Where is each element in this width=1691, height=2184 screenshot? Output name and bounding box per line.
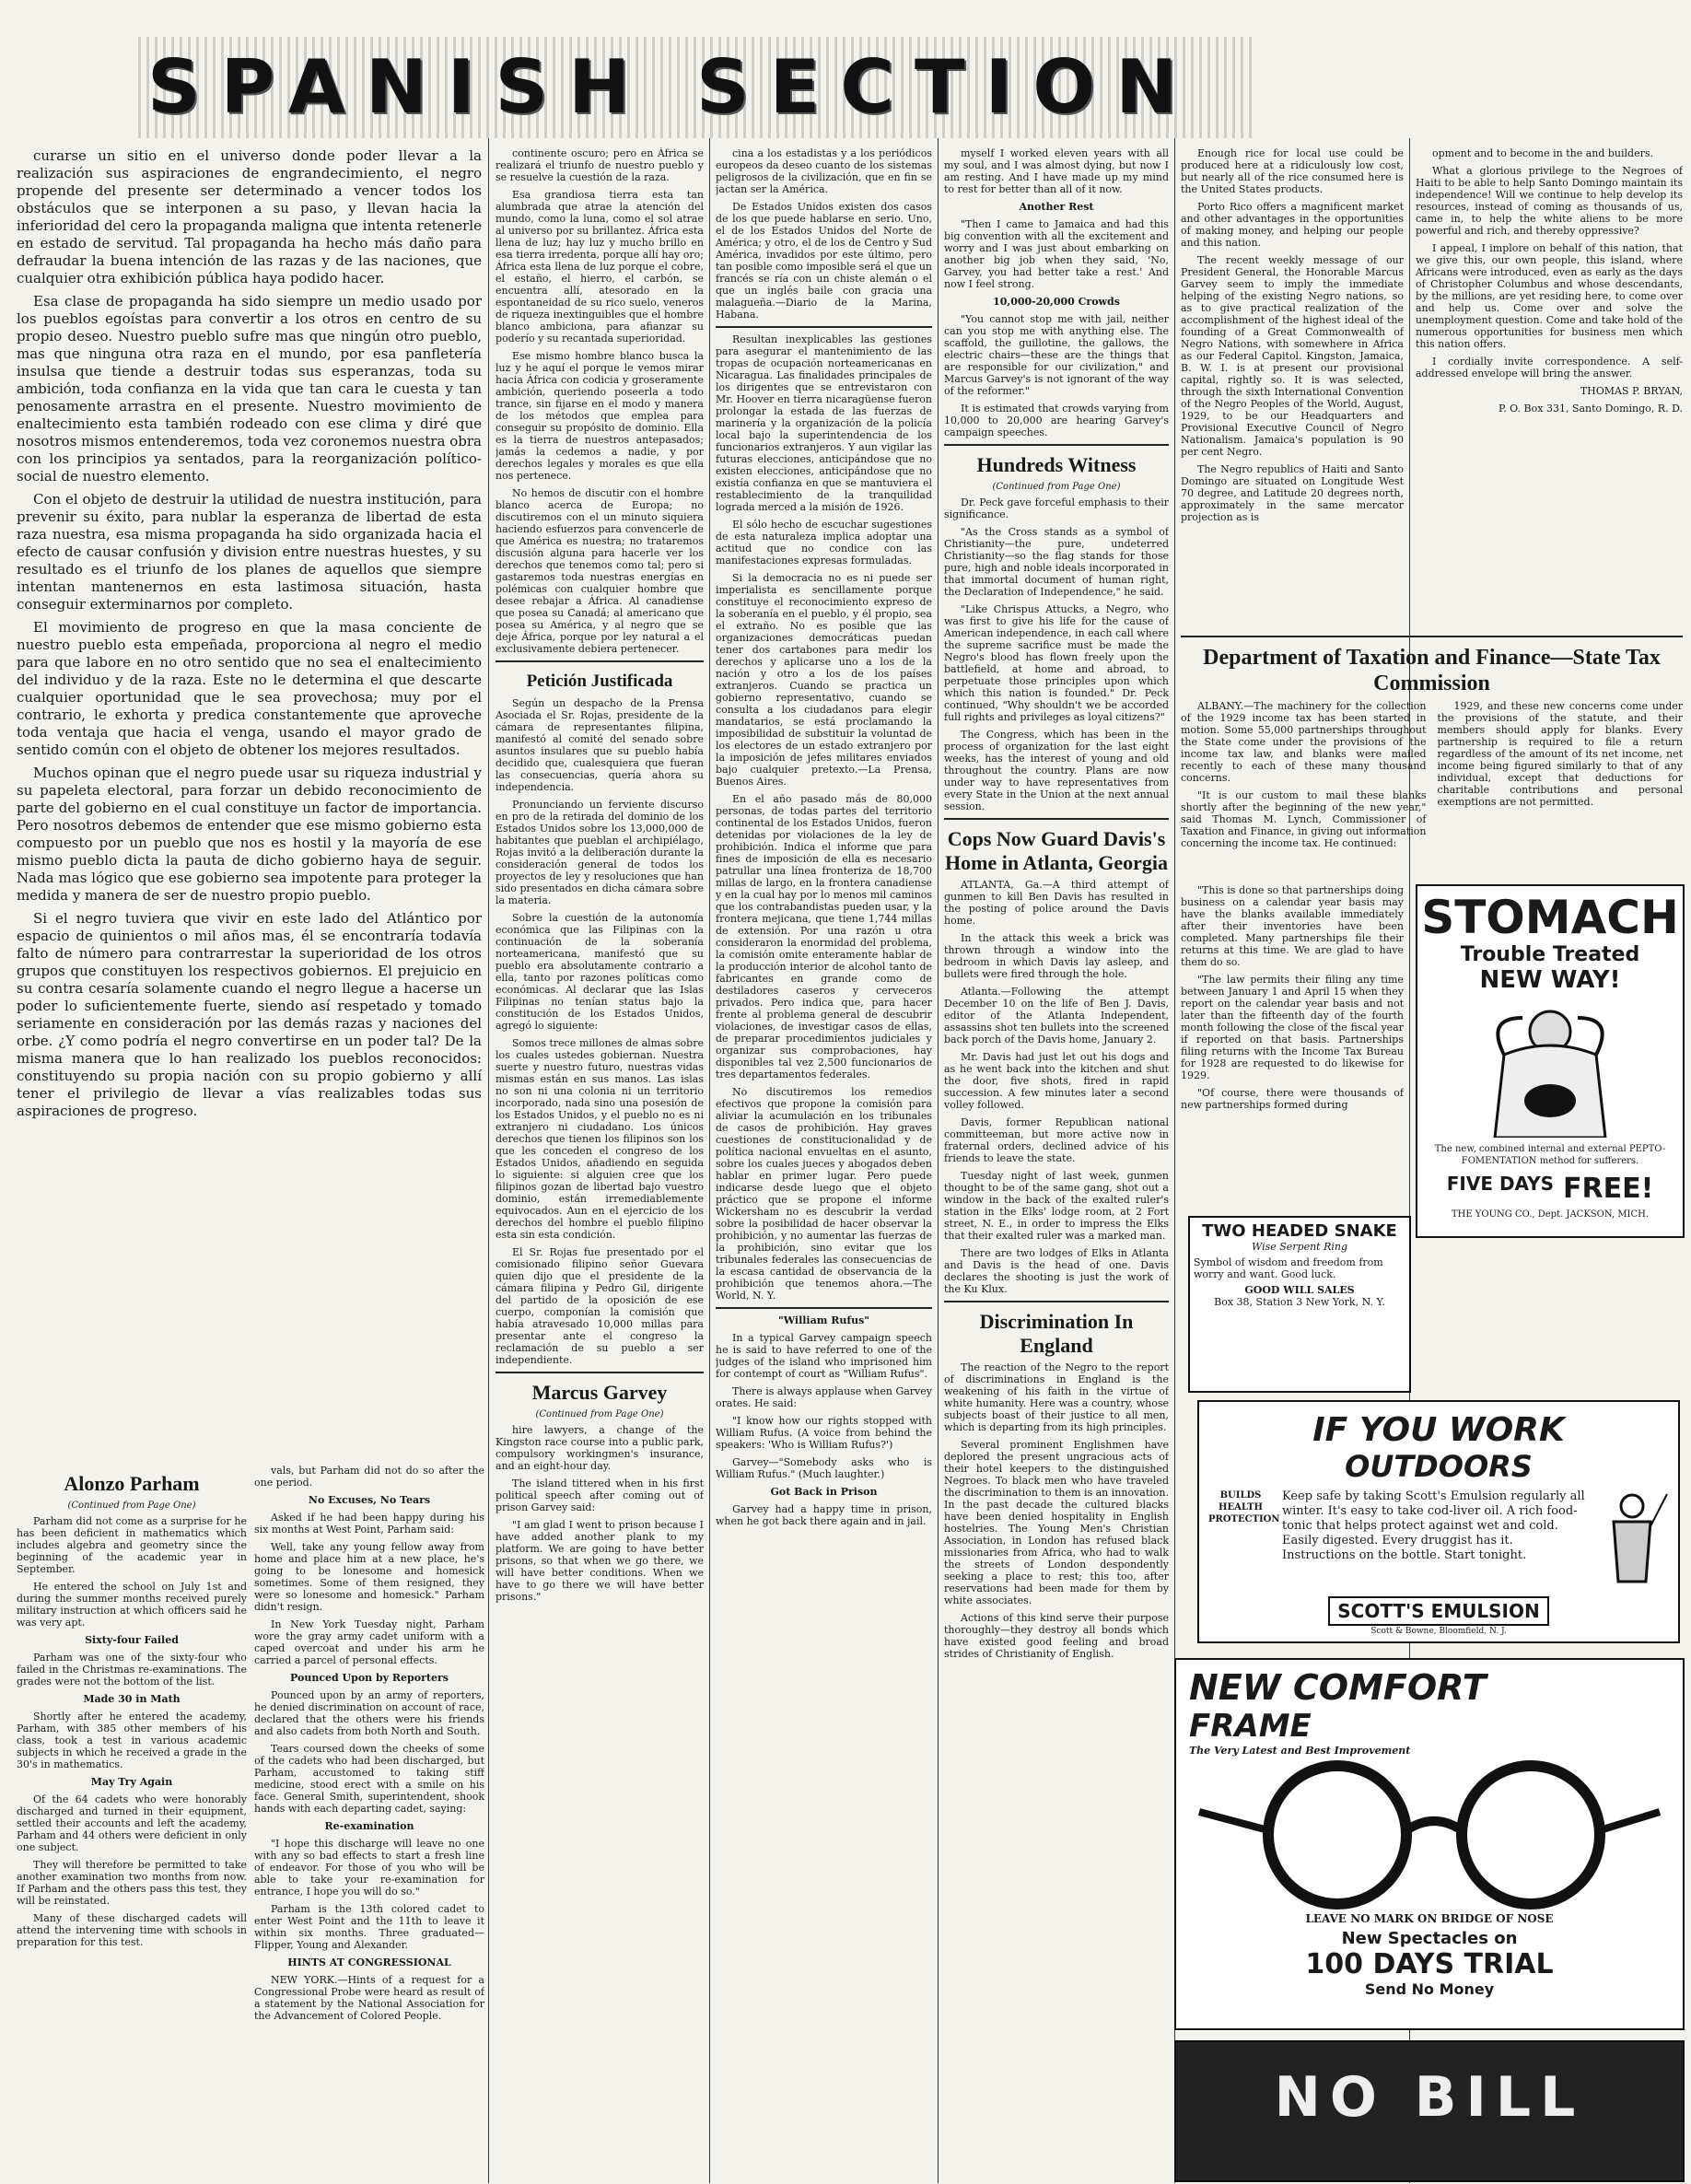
article-paragraph: hire lawyers, a change of the Kingston race course into a public park, compulsory workingmen's insurance, and an eight-hour day. bbox=[496, 1424, 704, 1472]
fisherman-icon bbox=[1595, 1489, 1669, 1591]
section-rule bbox=[944, 444, 1169, 446]
article-headline: Department of Taxation and Finance—State Tax Commission bbox=[1203, 646, 1661, 695]
article-headline: Alonzo Parham bbox=[64, 1472, 200, 1495]
subhead: Another Rest bbox=[1019, 201, 1094, 213]
ad-title: NEW COMFORT bbox=[1189, 1667, 1487, 1708]
ad-company: GOOD WILL SALES bbox=[1244, 1284, 1355, 1296]
ad-title: TWO HEADED SNAKE bbox=[1202, 1221, 1397, 1241]
ad-subtitle: The Very Latest and Best Improvement bbox=[1189, 1745, 1411, 1757]
article-paragraph: El sólo hecho de escuchar sugestiones de esta naturaleza implica adoptar una actitud que no condice con las manifestaciones expresas formuladas. bbox=[716, 519, 932, 566]
article-paragraph: "I hope this discharge will leave no one with any so bad effects to start a fresh line of endeavor. For those of you who will be able to take your re-examination for entrance, I hope you will do so." bbox=[254, 1838, 484, 1898]
article-paragraph: Porto Rico offers a magnificent market and other advantages in the opportunities of making money, and helping our people and this nation. bbox=[1181, 201, 1404, 249]
article-paragraph: Enough rice for local use could be produced here at a ridiculously low cost, but nearly all of the rice consumed here is the United States products. bbox=[1181, 147, 1404, 195]
subhead: No Excuses, No Tears bbox=[308, 1494, 431, 1506]
article-paragraph: Asked if he had been happy during his six months at West Point, Parham said: bbox=[254, 1512, 484, 1536]
section-rule bbox=[944, 1301, 1169, 1302]
stomach-ad bbox=[1416, 884, 1685, 1238]
article-paragraph: It is estimated that crowds varying from 10,000 to 20,000 are hearing Garvey's campaign speeches. bbox=[944, 403, 1169, 438]
ad-title: OUTDOORS bbox=[1345, 1449, 1533, 1484]
subhead: 10,000-20,000 Crowds bbox=[993, 296, 1120, 308]
ad-title: FRAME bbox=[1189, 1708, 1312, 1745]
scotts-emulsion-ad bbox=[1197, 1400, 1680, 1643]
snake-ad bbox=[1188, 1216, 1411, 1393]
signature-name: THOMAS P. BRYAN, bbox=[1580, 385, 1683, 397]
article-paragraph: vals, but Parham did not do so after the one period. bbox=[254, 1465, 484, 1489]
article-paragraph: He entered the school on July 1st and during the summer months received purely military instruction at which officers said he was very apt. bbox=[17, 1581, 247, 1629]
article-paragraph: Pounced upon by an army of reporters, he denied discrimination on account of race, declared that the others were his friends and also cadets from both North and South. bbox=[254, 1689, 484, 1737]
section-rule bbox=[496, 1372, 704, 1373]
article-paragraph: Parham was one of the sixty-four who failed in the Christmas re-examinations. The grades were not the bottom of the list. bbox=[17, 1652, 247, 1688]
article-paragraph: "As the Cross stands as a symbol of Christianity—the pure, undeterred Christianity—so the flag stands for those pure, high and noble ideals incorporated in that immortal document of human right, the Declaration of Independence," he said. bbox=[944, 526, 1169, 598]
spanish-article bbox=[17, 147, 482, 1460]
section-rule bbox=[716, 1307, 932, 1309]
article-paragraph: De Estados Unidos existen dos casos de los que puede hablarse en serio. Uno, el de los Estados Unidos del Norte de América; y otro, el de los de Centro y Sud América, invadidos por este último, pero tan posible como imposible será el que un francés se ría con un chiste alemán o el que un inglés baile con gracia una malagueña.—Diario de la Marina, Habana. bbox=[716, 201, 932, 321]
article-paragraph: Parham is the 13th colored cadet to enter West Point and the 11th to leave it within six months. Three graduated—Flipper, Young and Alexander. bbox=[254, 1903, 484, 1951]
bottom-ad bbox=[1174, 2040, 1685, 2182]
ad-address: Box 38, Station 3 New York, N. Y. bbox=[1214, 1296, 1385, 1308]
article-paragraph: Atlanta.—Following the attempt December 10 on the life of Ben J. Davis, editor of the Atlanta Independent, assassins shot ten bullets into the screened back porch of the Davis home, January 2. bbox=[944, 986, 1169, 1045]
article-paragraph: Several prominent Englishmen have deplored the present ungracious acts of their hotel keepers to the distinguished Negroes. To black men who have traveled the discrimination to them is an innovation. In the past decade the cultured blacks have been denied hospitality in English hostelries. The Young Men's Christian Association, in London has refused black missionaries from Africa, who had to walk the streets of London despondently seeking a place to rest; this too, after reservations had been made for them by white associates. bbox=[944, 1439, 1169, 1606]
article-paragraph: "You cannot stop me with jail, neither can you stop me with anything else. The scaffold, the guillotine, the gallows, the electric chairs—these are the things that are responsible for our civilization," and Marcus Garvey's is not ignorant of the way of the reformer." bbox=[944, 313, 1169, 397]
article-headline: Cops Now Guard Davis's Home in Atlanta, Georgia bbox=[945, 827, 1168, 874]
article-paragraph: Tuesday night of last week, gunmen thought to be of the same gang, shot out a window in the back of the exalted ruler's station in the Elks' lodge room, at 2 Fort street, N. E., in order to impress the Elks that their exalted ruler was a marked man. bbox=[944, 1170, 1169, 1242]
continued-note: (Continued from Page One) bbox=[535, 1409, 664, 1419]
article-paragraph: opment and to become in the and builders. bbox=[1432, 147, 1654, 159]
parham-article-continued bbox=[254, 1465, 484, 2178]
article-paragraph: NEW YORK.—Hints of a request for a Congressional Probe were heard as result of a statement by the National Association for the Advancement of Colored People. bbox=[254, 1974, 484, 2022]
ad-subtitle: Trouble Treated bbox=[1460, 943, 1640, 966]
article-paragraph: In a typical Garvey campaign speech he is said to have referred to one of the judges of the island who imprisoned him for contempt of court as "William Rufus". bbox=[716, 1332, 932, 1380]
article-paragraph: Si la democracia no es ni puede ser imperialista es sencillamente porque constituye el reconocimiento expreso de la soberanía en el pueblo, y él propio, sea el extraño. No es posible que las organizaciones democráticas puedan tener dos cartabones para medir los derechos y aplicarse uno a los de la nación y otro a los de los países extranjeros. Cuando se practica un gobierno representativo, cuando se consulta a los ciudadanos para elegir mandatarios, se está proclamando la imposibilidad de substituir la voluntad de los electores de un estado extranjero por la imposición de jefes militares enviados bajo cualquier pretexto.—La Prensa, Buenos Aires. bbox=[716, 572, 932, 788]
article-headline: Discrimination In England bbox=[979, 1310, 1134, 1357]
subhead: Re-examination bbox=[324, 1820, 414, 1832]
article-paragraph: cina a los estadistas y a los periódicos europeos da deseo cuanto de los sistemas peligrosos de la civilización, que en fin se jactan ser la América. bbox=[716, 147, 932, 195]
ad-side-label: BUILDS HEALTH PROTECTION bbox=[1208, 1490, 1280, 1524]
subhead: May Try Again bbox=[90, 1776, 173, 1788]
article-paragraph: Davis, former Republican national committeeman, but more active now in fraternal orders, declined advice of his friends to leave the state. bbox=[944, 1116, 1169, 1164]
ad-subtitle: Wise Serpent Ring bbox=[1251, 1241, 1348, 1253]
masthead-title: SPANISH SECTION bbox=[138, 37, 1253, 138]
ad-body: The new, combined internal and external PEPTO-FOMENTATION method for sufferers. bbox=[1434, 1144, 1666, 1166]
column-five-top bbox=[1181, 147, 1404, 626]
article-paragraph: Many of these discharged cadets will attend the intervening time with schools in preparation for this test. bbox=[17, 1912, 247, 1948]
article-paragraph: Ese mismo hombre blanco busca la luz y he aquí el porque le vemos mirar hacia África con codicia y groseramente ambición, queriendo poseerla a todo trance, sin fijarse en el modo y manera de los métodos que emplea para conseguir su propósito de dominio. Ella es la tierra de nuestros antepasados; jamás la cedemos a nadie, y por derechos legales y morales es que ella nos pertenece. bbox=[496, 350, 704, 482]
article-paragraph: Si el negro tuviera que vivir en este lado del Atlántico por espacio de quinientos o mil años mas, él se encontraría todavía falto de número para contrarrestar la superioridad de los otros grupos que constituyen los respectivos gobiernos. El prejuicio en su contra cesaría solamente cuando el negro llegue a hacerse un poder lo suficientemente fuerte, siendo así respetado y tomado seriamente en consideración por las demás razas y naciones del orbe. ¿Y como podría el negro convertirse en un poder tal? De la misma manera que lo han realizado los pueblos reconocidos: constituyendo su propia nación con su propio gobierno y allí tener el privilegio de llevar a vías realizables todas sus aspiraciones de progreso. bbox=[17, 910, 482, 1119]
article-paragraph: There is always applause when Garvey orates. He said: bbox=[716, 1385, 932, 1409]
article-paragraph: Tears coursed down the cheeks of some of the cadets who had been discharged, but Parham, accustomed to taking stiff medicine, stood erect with a smile on his face. General Smith, superintendent, shook hands with each departing cadet, saying: bbox=[254, 1743, 484, 1815]
article-paragraph: "This is done so that partnerships doing business on a calendar year basis may have the blanks available immediately after their inventories have been completed. Many partnerships file their returns at this time. We are glad to have them do so. bbox=[1181, 884, 1404, 968]
article-paragraph: Garvey had a happy time in prison, when he got back there again and in jail. bbox=[716, 1503, 932, 1527]
article-paragraph: "It is our custom to mail these blanks shortly after the beginning of the new year," said Thomas M. Lynch, Commissioner of Taxation and Finance, in giving out information concerning the income tax. He continued: bbox=[1181, 789, 1427, 849]
article-paragraph: They will therefore be permitted to take another examination two months from now. If Parham and the others pass this test, they will be reinstated. bbox=[17, 1859, 247, 1907]
column-rule bbox=[938, 138, 939, 2183]
article-paragraph: What a glorious privilege to the Negroes of Haiti to be able to help Santo Domingo maintain its independence! Will we continue to help develop its resources, instead of coming as thousands of us, came in, to help the white aliens to be more powerful and rich, and thereby oppressive? bbox=[1416, 165, 1683, 237]
article-paragraph: There are two lodges of Elks in Atlanta and Davis is the head of one. Davis declares the shooting is just the work of the Ku Klux. bbox=[944, 1247, 1169, 1295]
subhead: Sixty-four Failed bbox=[85, 1634, 179, 1646]
article-paragraph: The Negro republics of Haiti and Santo Domingo are situated on Longitude West 70 degree, and Latitude 20 degrees north, approximately in the same mercator projection as is bbox=[1181, 463, 1404, 523]
article-paragraph: El movimiento de progreso en que la masa conciente de nuestro pueblo esta empeñada, proporciona al negro el medio para que labore en no otro sentido que no sea el enaltecimiento del individuo y de la raza. Este no le determina el que descarte cualquier oportunidad que le sea provechosa; muy por el contrario, le exhorta y predica constantemente que aproveche toda ventaja que hacia el venga, usando el mayor grado de sentido común con el objeto de obtener los mejores resultados. bbox=[17, 619, 482, 758]
ad-title: NO BILL bbox=[1274, 2065, 1585, 2130]
column-four bbox=[944, 147, 1169, 2178]
article-paragraph: In New York Tuesday night, Parham wore the gray army cadet uniform with a caped overcoat and under his arm he carried a parcel of personal effects. bbox=[254, 1618, 484, 1666]
article-paragraph: Muchos opinan que el negro puede usar su riqueza industrial y su papeleta electoral, para forzar un debido reconocimiento de parte del gobierno en el cual constituye un factor de importancia. Pero nosotros debemos de entender que ese mismo gobierno esta compuesto por un pueblo que nos es hostil y la mayoría de ese mismo pueblo dicta la pauta de dicho gobierno haya de seguir. Nada mas lógico que ese gobierno sea impotente para proteger la medida y manera de ser de nuestro propio pueblo. bbox=[17, 765, 482, 904]
man-figure-icon bbox=[1467, 999, 1633, 1138]
ad-brand: SCOTT'S EMULSION bbox=[1328, 1596, 1548, 1626]
article-paragraph: In the attack this week a brick was thrown through a window into the bedroom in which Davis lay asleep, and bullets were fired through the hole. bbox=[944, 932, 1169, 980]
ad-offer: FIVE DAYS bbox=[1446, 1173, 1554, 1195]
article-paragraph: ALBANY.—The machinery for the collection of the 1929 income tax has been started in motion. Some 55,000 partnerships throughout the State come under the provisions of the income tax law, and blanks were mailed recently to each of these many thousand concerns. bbox=[1181, 700, 1427, 784]
article-paragraph: No discutiremos los remedios efectivos que propone la comisión para aliviar la acumulación en los tribunales de casos de prohibición. Hay graves cuestiones de constitucionalidad y de política nacional envueltas en el asunto, sobre los cuales jueces y abogados deben hablar en primer lugar. Pero puede indicarse desde luego que el objeto práctico que se propone el informe Wickersham no es descubrir la verdad sobre la posibilidad de hacer observar la prohibición, y no aumentar las fuerzas de la prohibición, sino evitar que los tribunales federales las consecuencias de la escasa cantidad de observancia de la prohibición que tenemos ahora.—The World, N. Y. bbox=[716, 1086, 932, 1302]
article-paragraph: "Then I came to Jamaica and had this big convention with all the excitement and worry and I was just about embarking on another big job when they said, 'No, Garvey, you had better take a rest.' And now I feel strong. bbox=[944, 218, 1169, 290]
spectacles-ad bbox=[1174, 1658, 1685, 2030]
section-rule bbox=[1181, 636, 1683, 637]
subhead: Got Back in Prison bbox=[770, 1486, 878, 1498]
article-paragraph: Parham did not come as a surprise for he has been deficient in mathematics which includes algebra and geometry since the beginning of the academic year in September. bbox=[17, 1515, 247, 1575]
article-paragraph: Según un despacho de la Prensa Asociada el Sr. Rojas, presidente de la cámara de representantes filipina, manifestó al comité del senado sobre asuntos insulares que su pueblo había decidido que, cualesquiera que fueran las consecuencias, quería ahora su independencia. bbox=[496, 697, 704, 793]
article-paragraph: Mr. Davis had just let out his dogs and as he went back into the kitchen and shut the door, five shots, fired in rapid succession. A few minutes later a second volley followed. bbox=[944, 1051, 1169, 1111]
subhead: "William Rufus" bbox=[778, 1314, 869, 1326]
ad-body: Symbol of wisdom and freedom from worry and want. Good luck. bbox=[1194, 1256, 1383, 1280]
spectacles-icon bbox=[1190, 1757, 1669, 1913]
column-two bbox=[496, 147, 704, 2178]
article-paragraph: "Of course, there were thousands of new partnerships formed during bbox=[1181, 1087, 1404, 1111]
article-paragraph: No hemos de discutir con el hombre blanco acerca de Europa; no discutiremos con el un minuto siquiera haciendo esfuerzos para convencerle de que América es nuestra; no trataremos discusión alguna para hacerle ver los derechos que tenemos como tal; pero si gastaremos toda nuestras energías en polémicas con cualquier hombre que desee rebajar a África. Al canadiense que posea su Canadá; al americano que posea su América, y al negro que se deje África, porque por ley natural a el exclusivamente debiera pertenecer. bbox=[496, 487, 704, 655]
ad-send-no-money: Send No Money bbox=[1364, 1980, 1495, 1998]
article-paragraph: myself I worked eleven years with all my soul, and I was almost dying, but now I am resting. And I have made up my mind to rest for better than all of it now. bbox=[944, 147, 1169, 195]
article-paragraph: Pronunciando un ferviente discurso en pro de la retirada del dominio de los Estados Unidos sobre los 13,000,000 de habitantes que pueblan el archipiélago, Rojas invitó a la deliberación durante la consideración general de todos los proyectos de ley y resoluciones que han sido presentados en dicha cámara sobre la materia. bbox=[496, 799, 704, 906]
article-paragraph: I appeal, I implore on behalf of this nation, that we give this, our own people, this island, where Africans were introduced, even as early as the days of Christopher Columbus and whose descendants, by the millions, are yet residing here, to come over and help us. Come over and solve the unemployment question. Come and take hold of the numerous opportunities for business men which this nation offers. bbox=[1416, 242, 1683, 350]
ad-note: LEAVE NO MARK ON BRIDGE OF NOSE bbox=[1305, 1912, 1554, 1925]
subhead: Pounced Upon by Reporters bbox=[290, 1672, 449, 1684]
subhead: HINTS AT CONGRESSIONAL bbox=[287, 1956, 451, 1968]
article-paragraph: The island tittered when in his first political speech after coming out of prison Garvey said: bbox=[496, 1477, 704, 1513]
article-paragraph: Esa grandiosa tierra esta tan alumbrada que atrae la atención del mundo, como la luna, como el sol atrae al universo por su brillantez. África esta llena de luz; hay luz y mucho brillo en esa tierra irredenta, porque allí hay oro; África esta llena de luz porque el cobre, el estaño, el hierro, el carbón, se encuentra allí, atesorado en la espontaneidad de su rico suelo, veneros de riqueza inextinguibles que el hombre blanco ambiciona, para afianzar su poderío y su recantada superioridad. bbox=[496, 189, 704, 345]
parham-article bbox=[17, 1465, 247, 2178]
column-three bbox=[716, 147, 932, 2178]
article-headline: Hundreds Witness bbox=[976, 453, 1137, 476]
article-paragraph: Well, take any young fellow away from home and place him at a new place, he's going to be lonesome and homesick sometimes. Some of them resigned, they were so lonesome and homesick." Parham didn't resign. bbox=[254, 1541, 484, 1613]
article-paragraph: Actions of this kind serve their purpose thoroughly—they destroy all bonds which have existed good feeling and broad strides of Christianity of English. bbox=[944, 1612, 1169, 1660]
article-paragraph: Shortly after he entered the academy, Parham, with 385 other members of his class, took a test in various academic subjects in which he received a grade in the 30's in mathematics. bbox=[17, 1711, 247, 1770]
taxation-article-continued bbox=[1181, 884, 1404, 1207]
signature-address: P. O. Box 331, Santo Domingo, R. D. bbox=[1499, 403, 1683, 415]
article-paragraph: "I am glad I went to prison because I have added another plank to my platform. We are going to have better prisons, so that when we go there, we will have better conditions. When we have to go there we will have better prisons." bbox=[496, 1519, 704, 1603]
column-rule bbox=[488, 138, 489, 2183]
article-paragraph: Esa clase de propaganda ha sido siempre un medio usado por los pueblos egoístas para convertir a los otros en centro de su propio deseo. Nuestro pueblo sufre mas que ningún otro pueblo, mas que ninguna otra raza en el mundo, por esa panfletería insulsa que tiende a destruir todas sus esperanzas, toda su ambición, toda confianza en la vida que tan cara le cuesta y tan penosamente arrastra en el presente. Nuestro movimiento de enaltecimiento esta también rodeado con ese clima y diré que nosotros mismos entenderemos, toda vez coronemos nuestra obra con los principios ya sentados, para la reorganización político-social de nuestro elemento. bbox=[17, 293, 482, 485]
article-paragraph: Somos trece millones de almas sobre los cuales ustedes gobiernan. Nuestra suerte y nuestro futuro, nuestras vidas mismas están en sus manos. Las islas no son ni una colonia ni un territorio incorporado, nada sino una posesión de los Estados Unidos, y el pueblo no es ni extranjero ni ciudadano. Los únicos derechos que tienen los filipinos son los que les conceden el congreso de los Estados Unidos, añadiendo en seguida lo siguiente: si alguien cree que los filipinos gozan de libertad bajo vuestro dominio, están irremediablemente equivocados. Aun en el ejercicio de los derechos del hombre el pueblo filipino esta sin esta condición. bbox=[496, 1037, 704, 1241]
column-rule bbox=[709, 138, 710, 2183]
article-headline: Petición Justificada bbox=[526, 672, 673, 691]
column-six-top bbox=[1416, 147, 1683, 626]
section-rule bbox=[716, 326, 932, 328]
article-paragraph: Con el objeto de destruir la utilidad de nuestra institución, para prevenir su éxito, para nublar la esperanza de libertad de esta raza nuestra, esa misma propaganda ha sido organizada hacia el efecto de causar confusión y division entre nuestras huestes, y su resultado es el triunfo de los planes de aquellos que siempre intentan mantenernos en esta lastimosa situación, hasta conseguir exterminarnos por completo. bbox=[17, 491, 482, 613]
ad-small-print: Scott & Bowne, Bloomfield, N. J. bbox=[1370, 1627, 1507, 1636]
article-paragraph: Of the 64 cadets who were honorably discharged and turned in their equipment, settled their accounts and left the academy, Parham and 44 others were deficient in only one subject. bbox=[17, 1793, 247, 1853]
article-paragraph: curarse un sitio en el universo donde poder llevar a la realización sus aspiraciones de engrandecimiento, el negro propende del presente ser determinado a vencer todos los obstáculos que se interponen a su paso, y llevan hacia la inferioridad del cero la propaganda maligna que intenta retenerle en estado de servitud. Tal propaganda ha hecho más daño para defraudar la buena intención de las razas y de las naciones, que cualquier otra exhibición pública haya podido hacer. bbox=[17, 147, 482, 286]
article-paragraph: El Sr. Rojas fue presentado por el comisionado filipino señor Guevara quien dijo que el presidente de la cámara filipina y Pedro Gil, dirigente del partido de la oposición de ese cuerpo, componían la comisión que había atravesado 10,000 millas para presentar ante el congreso la reclamación de su pueblo a ser independiente. bbox=[496, 1246, 704, 1366]
ad-title: IF YOU WORK bbox=[1312, 1411, 1565, 1449]
article-paragraph: The reaction of the Negro to the report of discriminations in England is the weakening of his faith in the virtue of white humanity. Here was a country, whose subjects boast of their justice to all men, which is departing from its high principles. bbox=[944, 1361, 1169, 1433]
continued-note: (Continued from Page One) bbox=[992, 482, 1121, 492]
subhead: Made 30 in Math bbox=[83, 1693, 181, 1705]
article-paragraph: The Congress, which has been in the process of organization for the last eight weeks, has the interest of young and old throughout the country. Plans are now under way to have representatives from every State in the Union at the next annual session. bbox=[944, 729, 1169, 812]
ad-body: Keep safe by taking Scott's Emulsion regularly all winter. It's easy to take cod-liver oil. A rich food-tonic that helps protect against wet and cold. Easily digested. Every druggist has it. Instructions on the bottle. Start tonight. bbox=[1282, 1489, 1585, 1562]
ad-title: STOMACH bbox=[1421, 891, 1679, 944]
taxation-article bbox=[1181, 636, 1683, 884]
article-paragraph: Resultan inexplicables las gestiones para asegurar el mantenimiento de las tropas de ocupación norteamericanas en Nicaragua. Las finalidades principales de los dirigentes que se entrevistaron con Mr. Hoover en tierra nicaragüense fueron prolongar la estada de las fuerzas de marinería y la organización de la policía local bajo la superintendencia de los funcionarios extranjeros. Y aun vigilar las futuras elecciones, anticipándose que no existen elecciones, anticipándose que no existía confianza en que se mantuviera el restablecimiento de la tranquilidad lograda merced a la misión de 1926. bbox=[716, 333, 932, 513]
article-paragraph: 1929, and these new concerns come under the provisions of the statute, and their members should apply for blanks. Every partnership is required to file a return regardless of the amount of its net income, net income being figured similarly to that of any individual, except that deductions for charitable contributions and personal exemptions are not permitted. bbox=[1437, 700, 1683, 808]
article-paragraph: Sobre la cuestión de la autonomía económica que las Filipinas con la continuación de la soberanía norteamericana, manifestó que su pueblo era absolutamente contrario a ella, tanto por razones políticas como económicas. Al declarar que las Islas Filipinas no tenían status bajo la constitución de los Estados Unidos, agregó lo siguiente: bbox=[496, 912, 704, 1032]
section-rule bbox=[944, 818, 1169, 820]
section-rule bbox=[496, 660, 704, 662]
ad-offer: New Spectacles on bbox=[1341, 1929, 1518, 1948]
ad-offer-free: FREE! bbox=[1563, 1173, 1654, 1205]
article-headline: Marcus Garvey bbox=[531, 1381, 668, 1404]
article-paragraph: "I know how our rights stopped with William Rufus. (A voice from behind the speakers: 'Who is William Rufus?') bbox=[716, 1415, 932, 1451]
continued-note: (Continued from Page One) bbox=[67, 1501, 196, 1511]
article-paragraph: En el año pasado más de 80,000 personas, de todas partes del territorio continental de los Estados Unidos, fueron detenidas por violaciones de la ley de prohibición. Indica el informe que para fines de imposición de ella es necesario patrullar una línea fronteriza de 18,700 millas de largo, en la frontera canadiense y en la cual hay por lo menos mil caminos que los contrabandistas pueden usar, y la frontera mejicana, que tiene 1,744 millas de extensión. Por una razón u otra consideraron la enormidad del problema, la comisión omite enteramente hablar de la producción interior de alcohol tanto de fabricantes en grande como de destiladores caseros y cerveceros privados. Pero indica que, para hacer frente al problema general de descubrir violaciones, de investigar casos de ellas, de preparar procedimientos judiciales y organizar sus comprobaciones, hay disponibles tal vez 2,500 funcionarios de tres departamentos federales. bbox=[716, 793, 932, 1080]
ad-subtitle: NEW WAY! bbox=[1479, 966, 1621, 994]
article-paragraph: Garvey—"Somebody asks who is William Rufus." (Much laughter.) bbox=[716, 1456, 932, 1480]
article-paragraph: I cordially invite correspondence. A self-addressed envelope will bring the answer. bbox=[1416, 356, 1683, 380]
article-paragraph: continente oscuro; pero en África se realizará el triunfo de nuestro pueblo y se resuelve la cuestión de la raza. bbox=[496, 147, 704, 183]
article-paragraph: The recent weekly message of our President General, the Honorable Marcus Garvey seem to imply the immediate helping of the existing Negro nations, so as to give practical realization of the accomplishment of the highest ideal of the founding of a Great Commonwealth of Negro Nations, with somewhere in Africa as our Federal Capitol. Kingston, Jamaica, B. W. I. is at present our provisional capital, rightly so. It is was selected, through the sixth International Convention of the Negro Peoples of the World, August, 1929, to be our Headquarters and Provisional Executive Council of Negro Nationalism. Jamaica's population is 90 per cent Negro. bbox=[1181, 254, 1404, 458]
ad-offer-trial: 100 DAYS TRIAL bbox=[1305, 1948, 1554, 1980]
article-paragraph: Dr. Peck gave forceful emphasis to their significance. bbox=[944, 496, 1169, 520]
ad-address: THE YOUNG CO., Dept. JACKSON, MICH. bbox=[1451, 1209, 1650, 1220]
article-paragraph: "Like Chrispus Attucks, a Negro, who was first to give his life for the cause of American independence, in each call where the supreme sacrifice must be made the Negro's blood has flown freely upon the battlefield, at home and abroad, to perpetuate those principles upon which which this nation is founded." Dr. Peck continued, "Why shouldn't we be accorded full rights and privileges as loyal citizens?" bbox=[944, 603, 1169, 723]
article-paragraph: ATLANTA, Ga.—A third attempt of gunmen to kill Ben Davis has resulted in the posting of police around the Davis home. bbox=[944, 879, 1169, 927]
article-paragraph: "The law permits their filing any time between January 1 and April 15 when they report on the calendar year basis and not later than the fifteenth day of the fourth month following the close of the fiscal year if reported on that basis. Partnerships filing returns with the Income Tax Bureau for 1928 are requested to do likewise for 1929. bbox=[1181, 974, 1404, 1081]
